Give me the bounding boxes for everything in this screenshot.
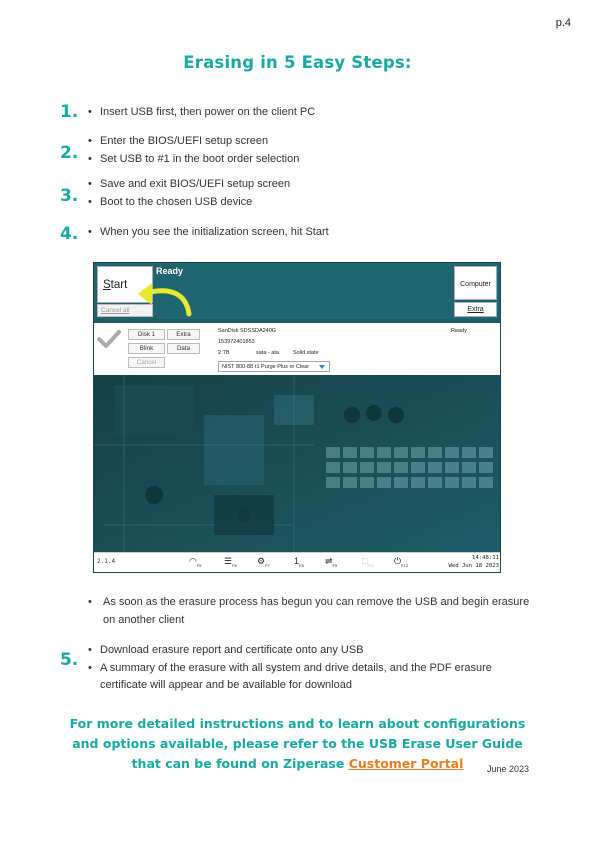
bullet: • When you see the initialization screen, hit Start (88, 224, 329, 242)
page-number: p.4 (555, 17, 571, 29)
step-bullets (88, 176, 290, 211)
erase-method-value: NIST 800-88 r1 Purge Plus or Clear (222, 364, 310, 370)
step-number: 3. (60, 186, 79, 206)
step-bullets (88, 133, 299, 168)
step-bullets (88, 642, 538, 695)
wifi-icon[interactable]: $◠_{F5}$ (189, 556, 202, 568)
bullet: • Set USB to #1 in the boot order selection (88, 151, 299, 169)
bullet: • Save and exit BIOS/UEFI setup screen (88, 176, 290, 194)
bullet: • Download erasure report and certificate onto any USB (88, 642, 538, 660)
footer-line-1: For more detailed instructions and to learn about configurations (69, 716, 526, 731)
page-title: Erasing in 5 Easy Steps: (183, 53, 412, 72)
disk-cancel-button[interactable]: Cancel (128, 357, 165, 368)
bullet: • A summary of the erasure with all system and drive details, and the PDF erasure certificate will appear and be available for download (88, 660, 538, 695)
clock-time: 14:48:11 (472, 555, 499, 561)
bullet: • Boot to the chosen USB device (88, 194, 290, 212)
erase-method-select[interactable] (218, 361, 330, 372)
disk-status: Ready (451, 328, 467, 334)
disk-extra-button[interactable]: Extra (167, 329, 200, 340)
step-number: 2. (60, 143, 79, 163)
disk-model: SanDisk SDSSDA240G (218, 328, 277, 334)
disk-interface: sata - ata (256, 350, 279, 356)
bullet: • As soon as the erasure process has begun you can remove the USB and begin erasure on another client (88, 594, 538, 629)
bullet: • Insert USB first, then power on the client PC (88, 104, 315, 122)
status-bar (94, 552, 501, 572)
disk-size: 2 TB (218, 350, 230, 356)
start-button[interactable]: Start (97, 266, 153, 303)
step-bullets (88, 104, 315, 122)
checkmark-icon (97, 329, 121, 349)
clock (448, 554, 499, 570)
storage-icon[interactable]: $☰_{F6}$ (224, 556, 237, 568)
footer-line-2: and options available, please refer to the USB Erase User Guide (72, 736, 523, 751)
curved-arrow-icon (134, 279, 196, 319)
disk-row (94, 323, 501, 375)
settings-icon[interactable]: $⚙_{F7}$ (257, 556, 270, 568)
circuit-board-illustration (94, 375, 501, 553)
blink-button[interactable]: Blink (128, 343, 165, 354)
computer-button[interactable]: Computer (454, 266, 497, 300)
extra-button[interactable]: Extra (454, 302, 497, 317)
step-bullets (88, 224, 329, 242)
data-button[interactable]: Data (167, 343, 200, 354)
bullet: • Enter the BIOS/UEFI setup screen (88, 133, 299, 151)
document-icon[interactable]: $□_{F11}$ (362, 556, 375, 568)
footer-line-3-text: that can be found on Ziperase (131, 756, 349, 771)
background-circuit-image (94, 375, 501, 553)
chevron-down-icon (319, 365, 325, 369)
clock-date: Wed Jun 18 2023 (448, 563, 499, 569)
disk-1-button[interactable]: Disk 1 (128, 329, 165, 340)
cancel-all-button[interactable]: Cancel all (97, 304, 153, 317)
number-one-icon[interactable]: $1_{F8}$ (294, 556, 304, 568)
customer-portal-link[interactable]: Customer Portal (348, 756, 464, 771)
step-number: 4. (60, 224, 79, 244)
disk-serial: 153972401853 (218, 339, 255, 345)
step-number: 5. (60, 650, 79, 670)
post-screenshot-bullets (88, 594, 538, 629)
version-label: 2.1.4 (97, 558, 116, 565)
step-number: 1. (60, 102, 79, 122)
app-screenshot (93, 262, 501, 573)
disk-type: Solid state (293, 350, 319, 356)
power-icon[interactable]: $⏻_{F12}$ (394, 556, 409, 568)
ready-status: Ready (156, 266, 184, 276)
usb-icon[interactable]: $\rightleftharpoons_{F9}$ (325, 556, 338, 568)
document-date: June 2023 (487, 764, 530, 774)
